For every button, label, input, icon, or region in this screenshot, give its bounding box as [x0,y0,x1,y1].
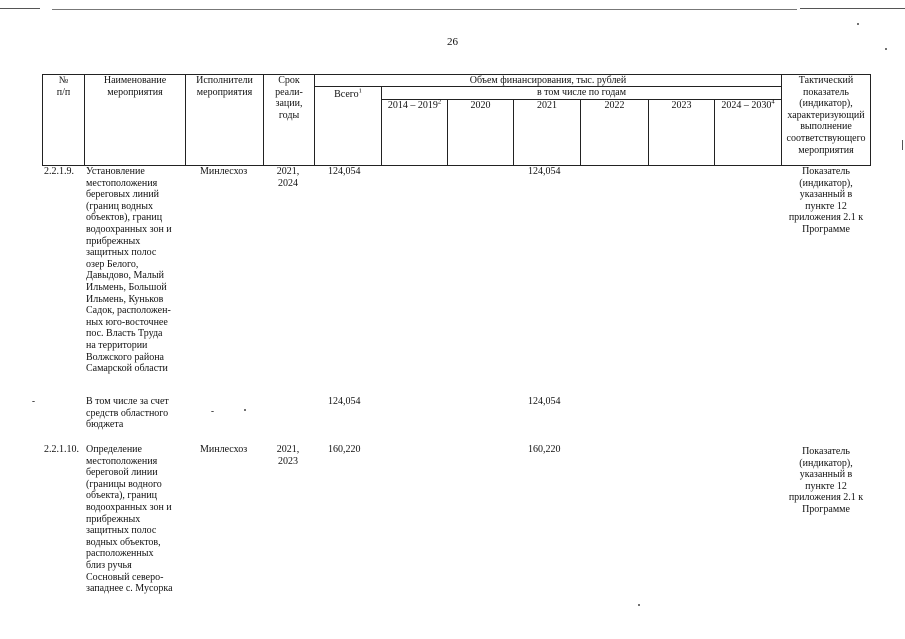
header-year: 2024 – 2030$^4$ [721,98,775,111]
header-incl-years: в том числе по годам [536,87,627,98]
row-name: Определение местоположения береговой линии (границы водного объекта), границ водоохранных зон и прибрежных защитных полос водных объектов, расположенных близ ручья Сосновый северо- западнее с. Мусорка [86,444,173,595]
header-year: 2022 [604,100,625,111]
scan-artifact-line [800,8,905,9]
scan-speck [857,23,859,25]
row-total: 160,220 [328,444,361,455]
scan-speck [32,401,35,402]
scan-artifact-line [902,140,903,150]
header-year: 2021 [537,100,557,111]
header-indicator: Тактический показатель (индикатор), характеризующий выполнение соответствующего мероприятия [786,75,866,156]
scan-speck [244,409,246,411]
header-num: № п/п [56,75,71,98]
header-executors: Исполнители мероприятия [196,75,253,98]
row-name: В том числе за счет средств областного бюджета [86,396,169,431]
row-indicator: Показатель (индикатор), указанный в пункте 12 приложения 2.1 к Программе [788,446,864,515]
scan-speck [211,411,214,412]
row-2021: 160,220 [528,444,561,455]
header-year: 2023 [671,100,692,111]
row-executor: Минлесхоз [200,444,248,455]
row-term: 2021, 2023 [276,444,300,467]
scan-speck [638,604,640,606]
row-2021: 124,054 [528,396,561,407]
row-total: 124,054 [328,396,361,407]
row-executor: Минлесхоз [200,166,248,177]
page-number: 26 [447,36,458,48]
row-total: 124,054 [328,166,361,177]
scan-artifact-line [0,8,40,9]
row-number: 2.2.1.9. [44,166,74,177]
row-number: 2.2.1.10. [44,444,79,455]
row-term: 2021, 2024 [276,166,300,189]
table-header [42,74,871,166]
header-total: Всего$^1$ [334,87,362,100]
row-indicator: Показатель (индикатор), указанный в пункте 12 приложения 2.1 к Программе [788,166,864,235]
header-year: 2014 – 2019$^2$ [387,98,442,111]
header-term: Срок реали- зации, годы [275,75,303,121]
row-name: Установление местоположения береговых линий (границ водных объектов), границ водоохранных зон и прибрежных защитных полос озер Белого, Давыдово, Малый Ильмень, Большой Ильмень, Куньков Садок, расположен- ных юго-восточнее пос. Власть Труда на территории Волжского района Самарской области [86,166,172,375]
row-2021: 124,054 [528,166,561,177]
header-funding: Объем финансирования, тыс. рублей [469,75,627,86]
scan-artifact-line [52,9,797,10]
header-year: 2020 [470,100,491,111]
header-name: Наименование мероприятия [103,75,167,98]
